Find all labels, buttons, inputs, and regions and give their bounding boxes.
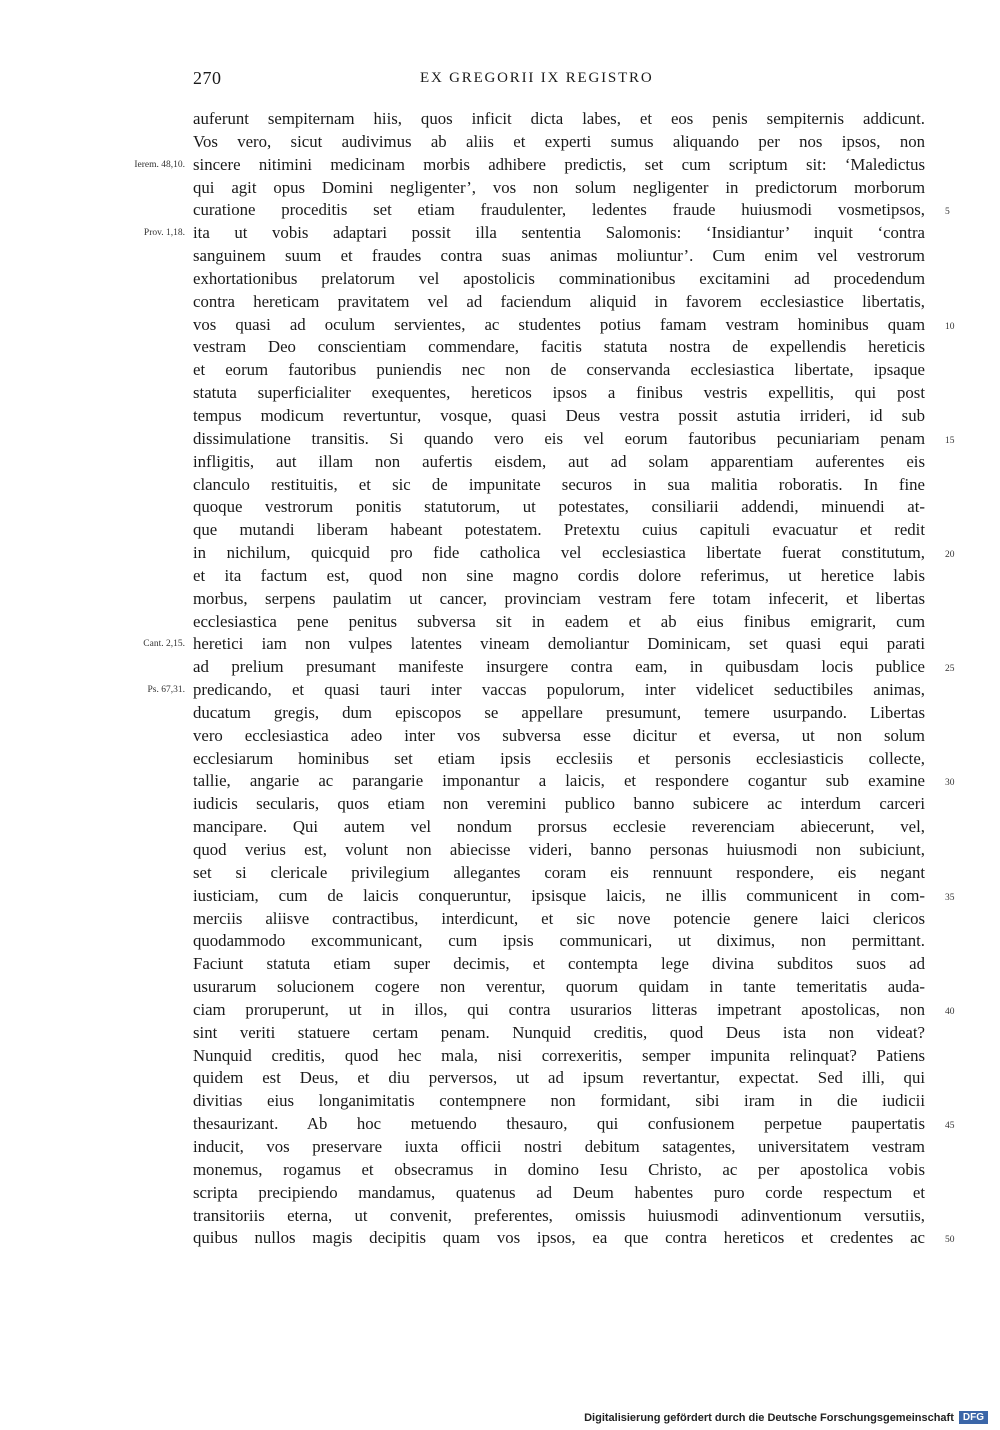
line-number: 5 bbox=[945, 207, 950, 218]
page-number: 270 bbox=[193, 68, 222, 88]
text-line bbox=[193, 336, 925, 359]
text-line bbox=[193, 725, 925, 748]
text-line bbox=[193, 199, 950, 222]
text-line bbox=[193, 542, 955, 565]
line-text: ecclesiastica pene penitus subversa sit in eadem et ab eius finibus emigrarit, cum bbox=[193, 611, 925, 631]
line-text: tallie, angarie ac parangarie imponantur a laicis, et respondere cogantur sub examine bbox=[193, 771, 925, 791]
line-text: et ita factum est, quod non sine magno cordis dolore referimus, ut heretice labis bbox=[193, 565, 925, 585]
line-number: 15 bbox=[945, 435, 955, 446]
line-text: ecclesiarum hominibus set etiam ipsis ecclesiis et personis ecclesiasticis collecte, bbox=[193, 748, 925, 768]
text-line bbox=[193, 291, 925, 314]
line-text: ad prelium presumant manifeste insurgere contra eam, in quibusdam locis publice bbox=[193, 657, 925, 677]
line-text: heretici iam non vulpes latentes vineam demoliantur Dominicam, set quasi equi parati bbox=[193, 634, 925, 654]
text-line bbox=[193, 1227, 955, 1250]
line-text: set si clericale privilegium allegantes coram eis rennuunt respondere, eis negant bbox=[193, 862, 925, 882]
line-number: 40 bbox=[945, 1006, 955, 1017]
line-text: contra hereticam pravitatem vel ad faciendum aliquid in favorem ecclesiastice libertatis, bbox=[193, 291, 925, 311]
text-line bbox=[193, 999, 955, 1022]
text-line bbox=[193, 565, 925, 588]
body-text bbox=[134, 108, 955, 1250]
text-line bbox=[193, 359, 925, 382]
text-line bbox=[193, 656, 955, 679]
text-line bbox=[193, 1022, 925, 1045]
text-line bbox=[193, 131, 925, 154]
line-text: sincere nitimini medicinam morbis adhibere predictis, set cum scriptum sit: ‘Maledictus bbox=[193, 154, 925, 174]
text-line bbox=[193, 314, 955, 337]
text-line bbox=[193, 702, 925, 725]
text-line bbox=[193, 474, 925, 497]
line-text: Vos vero, sicut audivimus ab aliis et experti sumus aliquando per nos ipsos, non bbox=[193, 131, 925, 151]
text-line bbox=[193, 496, 925, 519]
text-line bbox=[193, 748, 925, 771]
text-line bbox=[193, 862, 925, 885]
line-number: 35 bbox=[945, 892, 955, 903]
running-title: EX GREGORII IX REGISTRO bbox=[420, 70, 654, 86]
text-line bbox=[193, 816, 925, 839]
line-text: usurarum solucionem cogere non verentur, quorum quidam in tante temeritatis auda- bbox=[193, 977, 925, 997]
line-text: tempus modicum revertuntur, vosque, quasi Deus vestra possit astutia irrideri, id sub bbox=[193, 405, 925, 425]
line-text: in nichilum, quicquid pro fide catholica vel ecclesiastica libertate fuerat constitutum, bbox=[193, 543, 925, 563]
line-number: 10 bbox=[945, 321, 955, 332]
text-line bbox=[193, 428, 955, 451]
line-text: quibus nullos magis decipitis quam vos ipsos, ea que contra hereticos et credentes ac bbox=[193, 1228, 925, 1248]
line-text: quidem est Deus, et diu perversos, ut ad ipsum revertantur, expectat. Sed illi, qui bbox=[193, 1068, 925, 1088]
text-line bbox=[193, 405, 925, 428]
text-line bbox=[193, 108, 925, 131]
margin-reference: Ps. 67,31. bbox=[147, 685, 185, 696]
text-line bbox=[193, 1205, 925, 1228]
text-line bbox=[143, 633, 925, 656]
line-text: vero ecclesiastica adeo inter vos subversa esse dicitur et eversa, ut non solum bbox=[193, 725, 925, 745]
line-text: quod verius est, volunt non abiecisse videri, banno personas huiusmodi non subiciunt, bbox=[193, 840, 925, 859]
margin-reference: Prov. 1,18. bbox=[143, 228, 185, 239]
line-text: statuta superficialiter exequentes, hereticos ipsos a finibus vestris expellitis, qui post bbox=[193, 383, 925, 403]
line-number: 45 bbox=[945, 1121, 955, 1132]
text-line bbox=[193, 177, 925, 200]
line-text: ducatum gregis, dum episcopos se appellare presumunt, temere usurpando. Libertas bbox=[193, 702, 925, 722]
line-text: sanguinem suum et fraudes contra suas animas moliuntur’. Cum enim vel vestrorum bbox=[193, 246, 925, 266]
line-number: 25 bbox=[945, 664, 955, 675]
line-text: ciam proruperunt, ut in illos, qui contra usurarios litteras impetrant apostolicas, non bbox=[193, 999, 925, 1019]
line-text: morbus, serpens paulatim ut cancer, provinciam vestram fere totam infecerit, et libertas bbox=[193, 588, 925, 608]
text-line bbox=[193, 1159, 925, 1182]
text-line bbox=[193, 908, 925, 931]
text-line bbox=[193, 1182, 925, 1205]
line-text: quoque vestrorum ponitis statutorum, ut potestates, consiliarii addendi, minuendi at- bbox=[193, 497, 925, 517]
line-text: infligitis, aut illam non aufertis eisdem, aut ad solam apparentiam auferentes eis bbox=[193, 451, 925, 471]
margin-reference: Ierem. 48,10. bbox=[134, 159, 185, 170]
line-text: transitoriis eterna, ut convenit, preferentes, omissis huiusmodi adinventionum versutiis, bbox=[193, 1205, 925, 1225]
text-line bbox=[193, 1090, 925, 1113]
text-line bbox=[193, 839, 925, 862]
line-text: Nunquid creditis, quod hec mala, nisi correxeritis, semper impunita relinquat? Patiens bbox=[193, 1045, 925, 1065]
text-line bbox=[193, 953, 925, 976]
line-text: que mutandi liberam habeant potestatem. Pretextu cuius capituli evacuatur et redit bbox=[193, 520, 925, 540]
line-text: thesaurizant. Ab hoc metuendo thesauro, qui confusionem perpetue paupertatis bbox=[193, 1114, 925, 1134]
line-text: monemus, rogamus et obsecramus in domino Iesu Christo, ac per apostolica vobis bbox=[193, 1159, 925, 1179]
text-line bbox=[193, 588, 925, 611]
text-line bbox=[193, 1136, 925, 1159]
line-text: scripta precipiendo mandamus, quatenus ad Deum habentes puro corde respectum et bbox=[193, 1182, 925, 1202]
digitization-note: Digitalisierung gefördert durch die Deutsche Forschungsgemeinschaft bbox=[584, 1411, 954, 1424]
text-line bbox=[193, 382, 925, 405]
line-text: exhortationibus prelatorum vel apostolicis comminationibus excitamini ad procedendum bbox=[193, 268, 925, 288]
digitization-stamp bbox=[584, 1411, 988, 1424]
line-text: et eorum fautoribus puniendis nec non de conservanda ecclesiastica libertate, ipsaque bbox=[193, 360, 925, 380]
line-text: clanculo restituitis, et sic de impunitate securos in sua malitia roboratis. In fine bbox=[193, 474, 925, 494]
text-line bbox=[193, 245, 925, 268]
line-text: ita ut vobis adaptari possit illa sententia Salomonis: ‘Insidiantur’ inquit ‘contra bbox=[193, 223, 925, 243]
margin-reference: Cant. 2,15. bbox=[143, 639, 185, 650]
line-text: mancipare. Qui autem vel nondum prorsus ecclesie reverenciam abiecerunt, vel, bbox=[193, 817, 925, 837]
dfg-logo: DFG bbox=[959, 1411, 988, 1424]
line-number: 30 bbox=[945, 778, 955, 789]
text-line bbox=[193, 268, 925, 291]
text-line bbox=[193, 793, 925, 816]
line-text: vos quasi ad oculum servientes, ac studentes potius famam vestram hominibus quam bbox=[193, 314, 925, 334]
line-text: curatione proceditis set etiam fraudulenter, ledentes fraude huiusmodi vosmetipsos, bbox=[193, 200, 925, 220]
text-line bbox=[134, 154, 925, 177]
line-text: inducit, vos preservare iuxta officii nostri debitum satagentes, universitatem vestram bbox=[193, 1136, 925, 1156]
text-line bbox=[193, 1113, 955, 1136]
text-line bbox=[193, 770, 955, 793]
text-line bbox=[193, 1067, 925, 1090]
text-line bbox=[193, 1045, 925, 1068]
line-text: quodammodo excommunicant, cum ipsis communicari, ut diximus, non permittant. bbox=[193, 931, 925, 951]
text-line bbox=[193, 976, 925, 999]
line-number: 20 bbox=[945, 550, 955, 561]
line-text: divitias eius longanimitatis contempnere non formidant, sibi iram in die iudicii bbox=[193, 1091, 925, 1111]
line-text: qui agit opus Domini negligenter’, vos non solum negligenter in predictorum morborum bbox=[193, 177, 925, 197]
text-line bbox=[193, 611, 925, 634]
text-line bbox=[143, 222, 925, 245]
line-text: sint veriti statuere certam penam. Nunquid creditis, quod Deus ista non videat? bbox=[193, 1022, 925, 1042]
text-line bbox=[193, 930, 925, 953]
text-line bbox=[193, 451, 925, 474]
text-line bbox=[193, 519, 925, 542]
line-text: dissimulatione transitis. Si quando vero eis vel eorum fautoribus pecuniariam penam bbox=[193, 428, 925, 448]
line-text: auferunt sempiternam hiis, quos inficit dicta labes, et eos penis sempiternis addicunt. bbox=[193, 109, 925, 128]
text-line bbox=[147, 679, 925, 702]
line-text: Faciunt statuta etiam super decimis, et contempta lege divina subditos suos ad bbox=[193, 954, 925, 974]
line-text: merciis aliisve contractibus, interdicunt, et sic nove potencie genere laici clericos bbox=[193, 908, 925, 928]
line-text: iusticiam, cum de laicis conqueruntur, ipsisque laicis, ne illis communicent in com- bbox=[193, 885, 925, 905]
line-text: iudicis secularis, quos etiam non veremini publico banno subicere ac interdum carceri bbox=[193, 794, 925, 814]
line-text: predicando, et quasi tauri inter vaccas populorum, inter videlicet seductibiles animas, bbox=[193, 680, 925, 700]
line-text: vestram Deo conscientiam commendare, facitis statuta nostra de expellendis hereticis bbox=[193, 337, 925, 357]
text-line bbox=[193, 885, 955, 908]
line-number: 50 bbox=[945, 1235, 955, 1246]
